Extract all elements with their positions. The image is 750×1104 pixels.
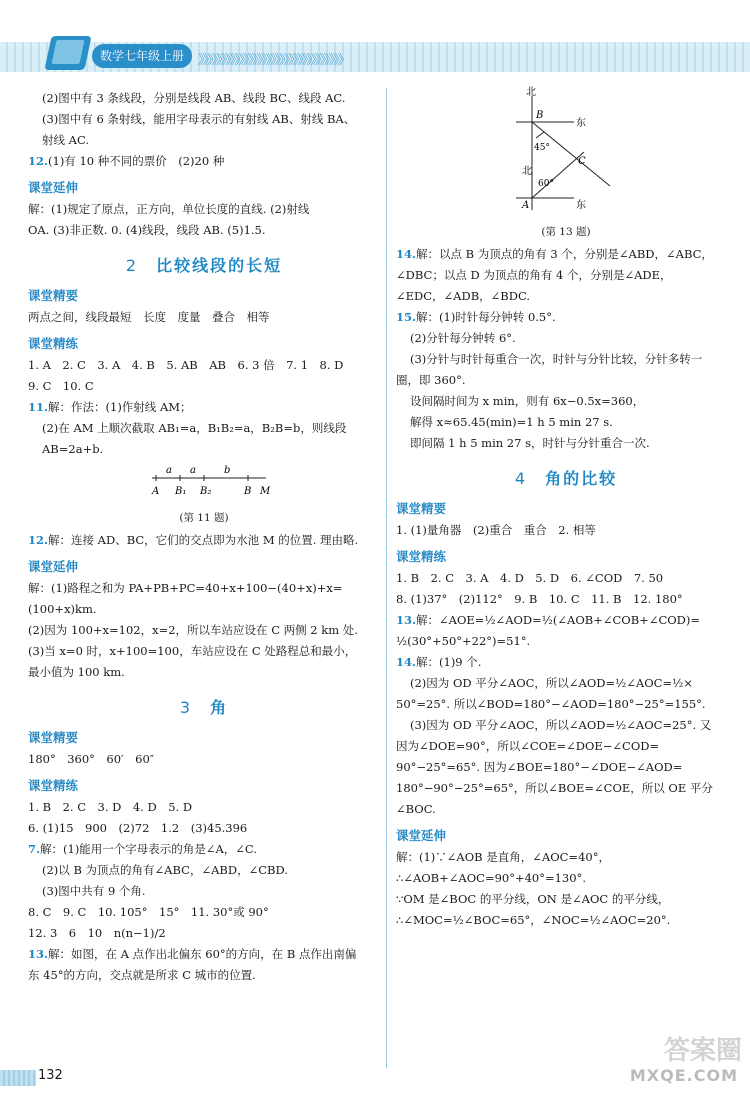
direction-diagram bbox=[396, 86, 736, 214]
answer-line bbox=[396, 611, 736, 629]
answer-line: ∴∠MOC=½∠BOC=65°，∠NOC=½∠AOC=20°. bbox=[396, 913, 671, 927]
answer-line: 解：(1)规定了原点，正方向，单位长度的直线. (2)射线 bbox=[28, 202, 310, 216]
label-A: A bbox=[152, 486, 160, 497]
answer-line: (2)图中有 3 条线段，分别是线段 AB、线段 BC、线段 AC. bbox=[42, 91, 346, 105]
label-B: B bbox=[536, 110, 544, 121]
answer-line: 解：(1)∵∠AOB 是直角，∠AOC=40°， bbox=[396, 850, 610, 864]
answer-line bbox=[28, 398, 380, 416]
question-number: 15. bbox=[396, 310, 417, 324]
footer-tab bbox=[0, 1070, 36, 1086]
question-number: 12. bbox=[28, 154, 49, 168]
answer-line bbox=[28, 945, 380, 963]
answer-line: 8. C 9. C 10. 105° 15° 11. 30°或 90° bbox=[28, 905, 269, 919]
label-north-2: 北 bbox=[522, 166, 532, 177]
answer-line: 9. C 10. C bbox=[28, 379, 94, 393]
answer-line: (100+x)km. bbox=[28, 602, 97, 616]
answer-line: 180°−90°−25°=65°，所以∠BOE=∠COE，所以 OE 平分 bbox=[396, 781, 713, 795]
answer-line: (2)以 B 为顶点的角有∠ABC，∠ABD，∠CBD. bbox=[42, 863, 288, 877]
question-number: 14. bbox=[396, 655, 417, 669]
answer-line: (2)因为 100+x=102，x=2，所以车站应设在 C 两侧 2 km 处. bbox=[28, 623, 358, 637]
question-number: 11. bbox=[28, 400, 49, 414]
lesson-name: 角 bbox=[210, 698, 229, 717]
figure-caption: (第 13 题) bbox=[541, 226, 591, 238]
section-heading: 课堂精练 bbox=[28, 778, 79, 793]
section-heading: 课堂精要 bbox=[28, 730, 79, 745]
answer-line: 圈，即 360°. bbox=[396, 373, 466, 387]
section-heading: 课堂延伸 bbox=[28, 180, 79, 195]
answer-line: 1. (1)量角器 (2)重合 重合 2. 相等 bbox=[396, 523, 596, 537]
lesson-name: 比较线段的长短 bbox=[156, 256, 283, 275]
page-header bbox=[0, 0, 750, 80]
lesson-title bbox=[28, 695, 380, 718]
label-A: A bbox=[522, 200, 530, 211]
answer-text: 解：以点 B 为顶点的角有 3 个，分别是∠ABD，∠ABC， bbox=[416, 247, 713, 261]
header-title: 数学七年级上册 bbox=[92, 44, 192, 68]
answer-line bbox=[396, 653, 736, 671]
answer-line: (3)图中有 6 条射线，能用字母表示的有射线 AB、射线 BA、 bbox=[42, 112, 356, 126]
answer-line bbox=[28, 152, 380, 170]
lesson-title bbox=[28, 253, 380, 276]
answer-text: 解：作法：(1)作射线 AM； bbox=[48, 400, 192, 414]
answer-line: ½(30°+50°+22°)=51°. bbox=[396, 634, 531, 648]
label-B2: B₂ bbox=[200, 486, 212, 497]
section-heading: 课堂精要 bbox=[396, 501, 447, 516]
question-number: 13. bbox=[28, 947, 49, 961]
answer-line: 180° 360° 60′ 60″ bbox=[28, 752, 155, 766]
answer-line: ∵OM 是∠BOC 的平分线，ON 是∠AOC 的平分线， bbox=[396, 892, 670, 906]
header-chevrons: 》》》》》》》》》》》》》》》》》》》》》》》》》》》》》》》》 bbox=[198, 53, 349, 68]
label-C: C bbox=[578, 156, 586, 167]
answer-line: 因为∠DOE=90°，所以∠COE=∠DOE−∠COD= bbox=[396, 739, 660, 753]
answer-text: 解：∠AOE=½∠AOD=½(∠AOB+∠COB+∠COD)= bbox=[416, 613, 701, 627]
figure-caption: (第 11 题) bbox=[179, 512, 229, 524]
answer-text: 解：(1)时针每分钟转 0.5°. bbox=[416, 310, 556, 324]
label-B1: B₁ bbox=[175, 486, 187, 497]
label-a2: a bbox=[190, 465, 196, 476]
lesson-number: 3 bbox=[179, 698, 193, 717]
answer-text: 解：(1)9 个. bbox=[416, 655, 482, 669]
answer-line: AB=2a+b. bbox=[42, 442, 104, 456]
answer-text: 解：(1)能用一个字母表示的角是∠A，∠C. bbox=[40, 842, 257, 856]
question-number: 12. bbox=[28, 533, 49, 547]
answer-text: 解：如图，在 A 点作出北偏东 60°的方向，在 B 点作出南偏 bbox=[48, 947, 357, 961]
answer-line: 解得 x≈65.45(min)=1 h 5 min 27 s. bbox=[410, 415, 613, 429]
watermark-logo: 答案圈 bbox=[663, 1036, 742, 1066]
answer-line: (2)分针每分钟转 6°. bbox=[410, 331, 516, 345]
page-number: 132 bbox=[38, 1068, 63, 1083]
lesson-title bbox=[396, 466, 736, 489]
answer-line: 东 45°的方向，交点就是所求 C 城市的位置. bbox=[28, 968, 256, 982]
answer-line: 1. B 2. C 3. D 4. D 5. D bbox=[28, 800, 193, 814]
answer-line: 50°=25°. 所以∠BOD=180°−∠AOD=180°−25°=155°. bbox=[396, 697, 706, 711]
answer-line: 解：(1)路程之和为 PA+PB+PC=40+x+100−(40+x)+x= bbox=[28, 581, 343, 595]
answer-line: 两点之间，线段最短 长度 度量 叠合 相等 bbox=[28, 310, 270, 324]
label-east-1: 东 bbox=[576, 118, 586, 129]
answer-line: (2)在 AM 上顺次截取 AB₁=a，B₁B₂=a，B₂B=b，则线段 bbox=[42, 421, 347, 435]
answer-line: ∠EDC，∠ADB，∠BDC. bbox=[396, 289, 531, 303]
answer-line bbox=[28, 531, 380, 549]
figure-11 bbox=[28, 464, 380, 504]
answer-line: 90°−25°=65°. 因为∠BOE=180°−∠DOE−∠AOD= bbox=[396, 760, 683, 774]
left-column bbox=[28, 86, 380, 987]
answer-line bbox=[396, 245, 736, 263]
answer-line bbox=[396, 308, 736, 326]
label-east-2: 东 bbox=[576, 200, 586, 211]
question-number: 13. bbox=[396, 613, 417, 627]
section-heading: 课堂精要 bbox=[28, 288, 79, 303]
answer-text: (1)有 10 种不同的票价 (2)20 种 bbox=[48, 154, 225, 168]
answer-line: OA. (3)非正数. 0. (4)线段，线段 AB. (5)1.5. bbox=[28, 223, 266, 237]
answer-line: 设间隔时间为 x min，则有 6x−0.5x=360， bbox=[410, 394, 645, 408]
question-number: 14. bbox=[396, 247, 417, 261]
section-heading: 课堂延伸 bbox=[28, 559, 79, 574]
lesson-number: 4 bbox=[514, 469, 528, 488]
segment-diagram bbox=[28, 464, 380, 500]
answer-text: 解：连接 AD、BC，它们的交点即为水池 M 的位置. 理由略. bbox=[48, 533, 359, 547]
book-cover-icon bbox=[51, 40, 84, 64]
answer-line: ∴∠AOB+∠AOC=90°+40°=130°. bbox=[396, 871, 586, 885]
answer-line: (3)图中共有 9 个角. bbox=[42, 884, 146, 898]
answer-line: 12. 3 6 10 n(n−1)/2 bbox=[28, 926, 166, 940]
answer-line: (2)因为 OD 平分∠AOC，所以∠AOD=½∠AOC=½× bbox=[410, 676, 693, 690]
answer-line: ∠DBC；以点 D 为顶点的角有 4 个，分别是∠ADE， bbox=[396, 268, 672, 282]
answer-line: (3)分针与时针每重合一次，时针与分针比较，分针多转一 bbox=[410, 352, 703, 366]
answer-line: 最小值为 100 km. bbox=[28, 665, 125, 679]
label-b: b bbox=[224, 465, 231, 476]
answer-line: ∠BOC. bbox=[396, 802, 436, 816]
label-a1: a bbox=[166, 465, 172, 476]
figure-13 bbox=[396, 86, 736, 218]
right-column bbox=[396, 86, 736, 932]
section-heading: 课堂精练 bbox=[28, 336, 79, 351]
answer-line: 1. B 2. C 3. A 4. D 5. D 6. ∠COD 7. 50 bbox=[396, 571, 664, 585]
label-M: M bbox=[260, 486, 271, 497]
answer-line bbox=[28, 840, 380, 858]
label-north-1: 北 bbox=[526, 87, 536, 98]
label-45deg: 45° bbox=[534, 143, 550, 153]
label-60deg: 60° bbox=[538, 179, 554, 189]
answer-line: 射线 AC. bbox=[42, 133, 90, 147]
section-heading: 课堂延伸 bbox=[396, 828, 447, 843]
lesson-number: 2 bbox=[125, 256, 139, 275]
answer-line: 1. A 2. C 3. A 4. B 5. AB AB 6. 3 倍 7. 1 8. D bbox=[28, 358, 344, 372]
lesson-name: 角的比较 bbox=[545, 469, 618, 488]
column-divider bbox=[386, 88, 387, 1068]
label-B: B bbox=[244, 486, 252, 497]
answer-line: 即间隔 1 h 5 min 27 s，时针与分针重合一次. bbox=[410, 436, 650, 450]
answer-line: (3)因为 OD 平分∠AOC，所以∠AOD=½∠AOC=25°. 又 bbox=[410, 718, 712, 732]
answer-line: 6. (1)15 900 (2)72 1.2 (3)45.396 bbox=[28, 821, 248, 835]
answer-line: 8. (1)37° (2)112° 9. B 10. C 11. B 12. 180° bbox=[396, 592, 683, 606]
watermark-url: MXQE.COM bbox=[629, 1066, 738, 1085]
question-number: 7. bbox=[28, 842, 41, 856]
section-heading: 课堂精练 bbox=[396, 549, 447, 564]
answer-line: (3)当 x=0 时，x+100=100，车站应设在 C 处路程总和最小， bbox=[28, 644, 357, 658]
